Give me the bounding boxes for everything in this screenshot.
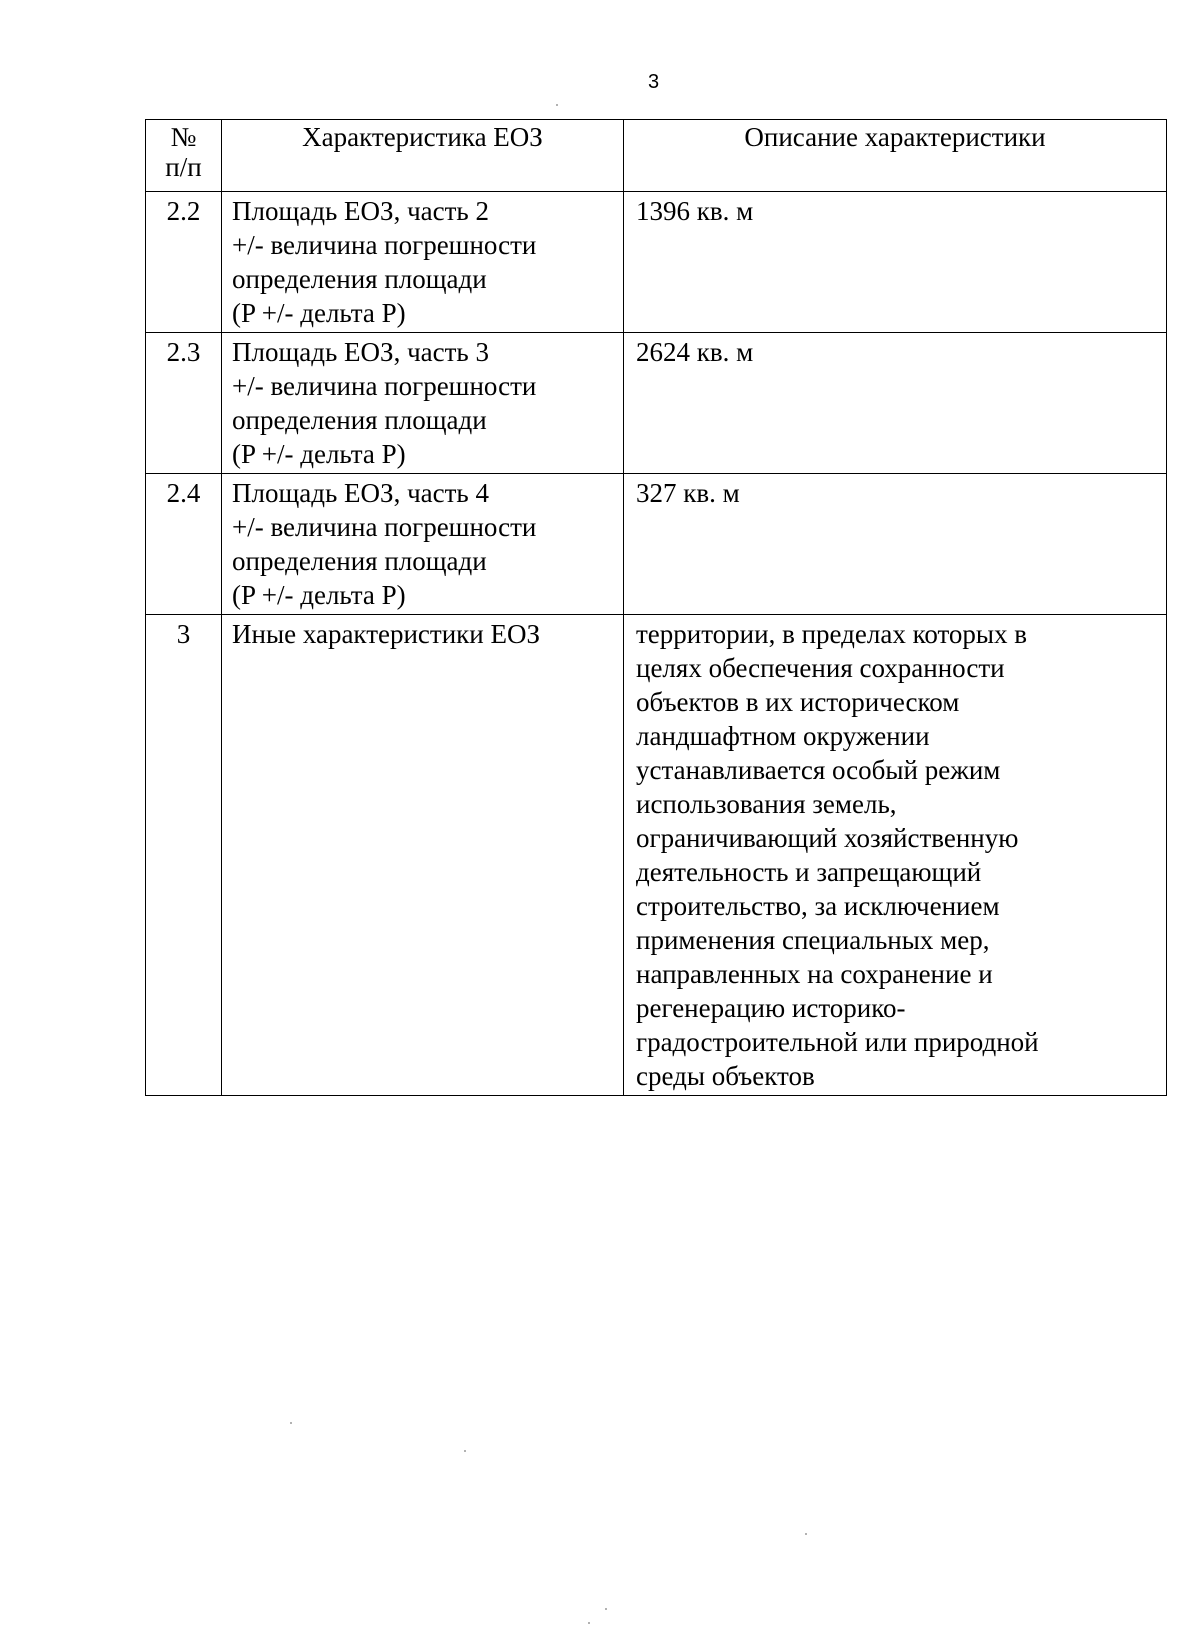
row-characteristic-line: +/- величина погрешности <box>232 371 537 401</box>
description-line: ландшафтном окружении <box>636 721 930 751</box>
description-line: объектов в их историческом <box>636 687 960 717</box>
row-characteristic <box>222 474 624 615</box>
row-characteristic-line: (P +/- дельта P) <box>232 580 406 610</box>
row-characteristic: Иные характеристики ЕОЗ <box>222 615 624 1096</box>
row-characteristic-line: Площадь ЕОЗ, часть 4 <box>232 478 489 508</box>
row-characteristic-line: Площадь ЕОЗ, часть 2 <box>232 196 489 226</box>
description-line: применения специальных мер, <box>636 925 990 955</box>
table-header-row <box>146 120 1167 192</box>
row-value: 327 кв. м <box>624 474 1167 615</box>
table-row <box>146 615 1167 1096</box>
row-value: 1396 кв. м <box>624 192 1167 333</box>
row-characteristic-line: (P +/- дельта P) <box>232 439 406 469</box>
description-line: устанавливается особый режим <box>636 755 1001 785</box>
row-characteristic-line: (P +/- дельта P) <box>232 298 406 328</box>
scan-speck <box>805 1533 807 1535</box>
row-number: 3 <box>146 615 222 1096</box>
row-characteristic-line: определения площади <box>232 405 487 435</box>
header-description: Описание характеристики <box>624 120 1167 192</box>
row-characteristic-line: +/- величина погрешности <box>232 512 537 542</box>
description-line: ограничивающий хозяйственную <box>636 823 1019 853</box>
description-line: градостроительной или природной <box>636 1027 1039 1057</box>
scan-speck <box>556 104 558 106</box>
row-characteristic-line: +/- величина погрешности <box>232 230 537 260</box>
description-line: среды объектов <box>636 1061 815 1091</box>
header-number <box>146 120 222 192</box>
scan-speck <box>605 1608 607 1610</box>
header-characteristic: Характеристика ЕОЗ <box>222 120 624 192</box>
description-line: территории, в пределах которых в <box>636 619 1028 649</box>
description-line: регенерацию историко- <box>636 993 906 1023</box>
characteristics-table <box>145 119 1167 1096</box>
description-line: строительство, за исключением <box>636 891 1000 921</box>
description-line: использования земель, <box>636 789 897 819</box>
table-row <box>146 192 1167 333</box>
row-characteristic <box>222 192 624 333</box>
description-line: направленных на сохранение и <box>636 959 993 989</box>
description-line: целях обеспечения сохранности <box>636 653 1005 683</box>
row-number: 2.3 <box>146 333 222 474</box>
row-characteristic-line: определения площади <box>232 546 487 576</box>
row-value: 2624 кв. м <box>624 333 1167 474</box>
header-number-abbr: п/п <box>165 152 202 182</box>
table-row <box>146 333 1167 474</box>
description-line: деятельность и запрещающий <box>636 857 982 887</box>
table-row <box>146 474 1167 615</box>
header-number-sign: № <box>170 122 197 152</box>
scan-speck <box>588 1622 590 1624</box>
row-number: 2.2 <box>146 192 222 333</box>
page-number: 3 <box>648 71 660 93</box>
row-characteristic-line: Площадь ЕОЗ, часть 3 <box>232 337 489 367</box>
scan-speck <box>464 1450 466 1452</box>
row-characteristic <box>222 333 624 474</box>
scan-speck <box>290 1422 292 1424</box>
row-characteristic-line: определения площади <box>232 264 487 294</box>
row-number: 2.4 <box>146 474 222 615</box>
row-description <box>624 615 1167 1096</box>
